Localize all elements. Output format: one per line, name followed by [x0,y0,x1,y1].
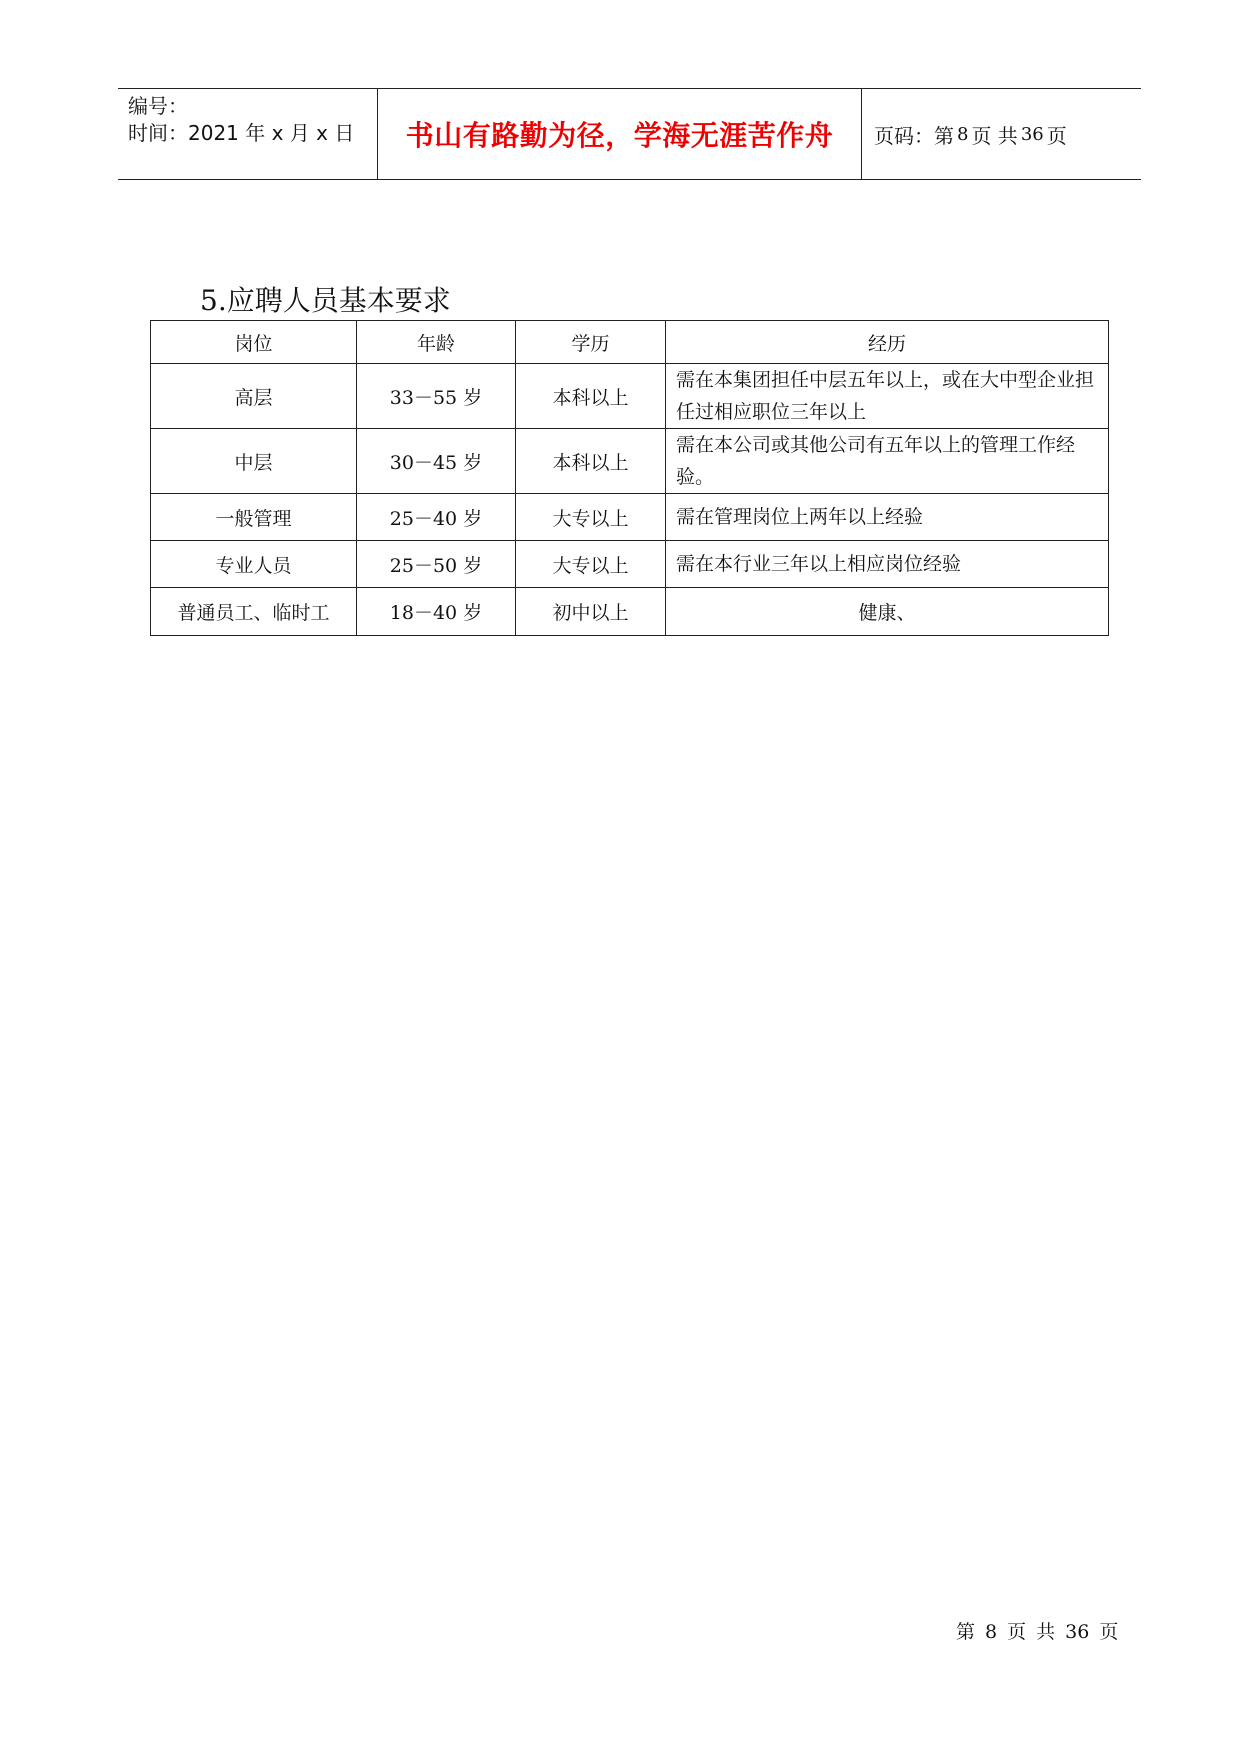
page-current: 8 [957,123,969,145]
table-row [151,588,1109,636]
header-experience: 经历 [666,321,1109,364]
header-position: 岗位 [151,321,357,364]
footer-total-pages: 36 [1065,1621,1090,1643]
cell-age: 30－45 岁 [357,429,516,494]
table-row [151,541,1109,588]
cell-position: 高层 [151,364,357,429]
cell-experience: 需在本公司或其他公司有五年以上的管理工作经验。 [666,429,1109,494]
table-row [151,429,1109,494]
header-motto: 书山有路勤为径，学海无涯苦作舟 [405,119,834,152]
cell-education: 本科以上 [516,364,666,429]
cell-age: 18－40 岁 [357,588,516,636]
cell-age: 25－40 岁 [357,494,516,541]
page-suffix: 页 [1046,123,1067,148]
cell-experience: 需在本行业三年以上相应岗位经验 [666,541,1109,588]
header-page-info [862,89,1141,179]
header-motto-cell [378,89,862,179]
footer-word-ye-end: 页 [1099,1621,1119,1643]
cell-age: 33－55 岁 [357,364,516,429]
cell-position: 普通员工、临时工 [151,588,357,636]
cell-position: 专业人员 [151,541,357,588]
table-header-row [151,321,1109,364]
cell-education: 大专以上 [516,541,666,588]
footer-word-gong: 共 [1036,1621,1056,1643]
cell-experience: 需在本集团担任中层五年以上，或在大中型企业担任过相应职位三年以上 [666,364,1109,429]
footer-current-page: 8 [985,1621,998,1643]
document-date: 时间：2021 年 x 月 x 日 [128,121,355,145]
page-prefix: 页码：第 [874,123,954,148]
footer-word-di: 第 [956,1621,976,1643]
document-header [118,88,1141,180]
cell-education: 本科以上 [516,429,666,494]
cell-education: 初中以上 [516,588,666,636]
page-total: 36 [1020,123,1044,145]
section-title: 5.应聘人员基本要求 [200,284,451,317]
page-footer [956,1617,1128,1644]
requirements-table [150,320,1109,636]
header-age: 年龄 [357,321,516,364]
footer-word-ye: 页 [1007,1621,1027,1643]
cell-experience: 健康、 [666,588,1109,636]
table-row [151,364,1109,429]
header-education: 学历 [516,321,666,364]
cell-education: 大专以上 [516,494,666,541]
table-row [151,494,1109,541]
header-meta [118,89,378,179]
document-number-label: 编号： [128,94,188,118]
cell-position: 中层 [151,429,357,494]
cell-experience: 需在管理岗位上两年以上经验 [666,494,1109,541]
page-mid: 页 共 [971,123,1018,148]
cell-age: 25－50 岁 [357,541,516,588]
cell-position: 一般管理 [151,494,357,541]
